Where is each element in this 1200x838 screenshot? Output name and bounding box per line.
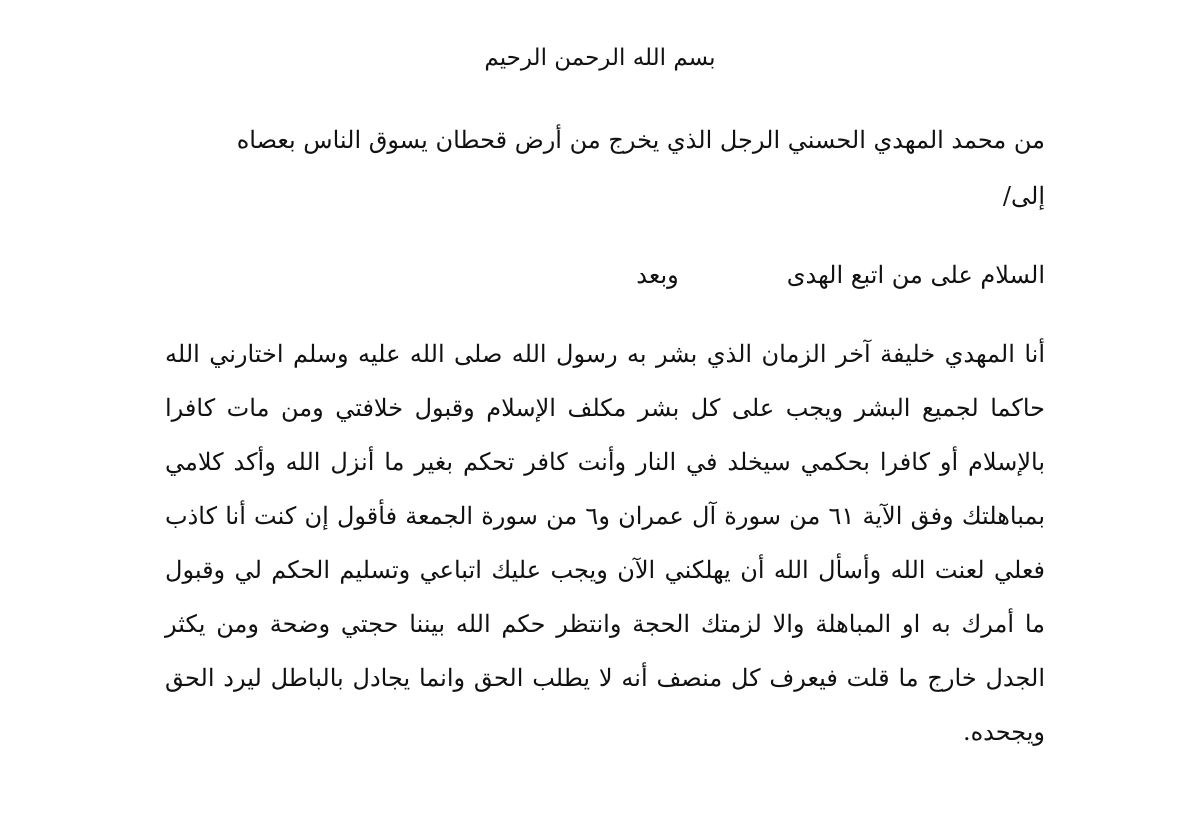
- basmala-heading: بسم الله الرحمن الرحيم: [484, 45, 716, 71]
- sender-line: من محمد المهدي الحسني الرجل الذي يخرج من أرض قحطان يسوق الناس بعصاه: [236, 126, 1045, 154]
- greeting-line: [165, 247, 1045, 303]
- sender-block: [165, 112, 1045, 224]
- letter-body: أنا المهدي خليفة آخر الزمان الذي بشر به رسول الله صلى الله عليه وسلم اختارني الله حاكما لجميع البشر ويجب على كل بشر مكلف الإسلام وقبول خلافتي ومن مات كافرا بالإسلام أو كافرا بحكمي سيخلد في النار وأنت كافر تحكم بغير ما أنزل الله وأكد كلامي بمباهلتك وفق الآية ٦١ من سورة آل عمران و٦ من سورة الجمعة فأقول إن كنت أنا كاذب فعلي لعنت الله وأسأل الله أن يهلكني الآن ويجب عليك اتباعي وتسليم الحكم لي وقبول ما أمرك به او المباهلة والا لزمتك الحجة وانتظر حكم الله بيننا حجتي وضحة ومن يكثر الجدل خارج ما قلت فيعرف كل منصف أنه لا يطلب الحق وانما يجادل بالباطل ليرد الحق ويجحده.: [165, 340, 1046, 746]
- recipient-line: إلى/: [1002, 182, 1045, 210]
- greeting-text: السلام على من اتبع الهدى: [786, 261, 1045, 289]
- greeting-after-text: وبعد: [636, 261, 679, 289]
